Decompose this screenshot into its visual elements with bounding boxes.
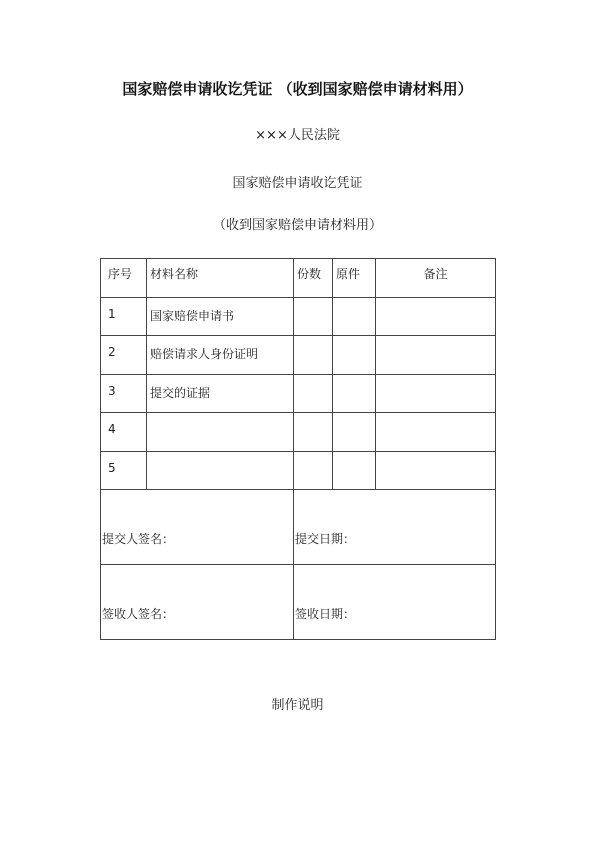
- receiver-signature-field[interactable]: 签收人签名：: [101, 565, 294, 640]
- header-original: 原件: [333, 259, 376, 298]
- row-name: 提交的证据: [147, 374, 294, 413]
- receive-signature-row: [101, 565, 496, 640]
- header-name: 材料名称: [147, 259, 294, 298]
- table-row: [101, 297, 496, 336]
- submit-date-field[interactable]: 提交日期：: [294, 490, 496, 565]
- row-seq: 1: [101, 297, 147, 336]
- document-title: 国家赔偿申请收讫凭证 （收到国家赔偿申请材料用）: [122, 80, 473, 98]
- table-row: [101, 336, 496, 375]
- row-name[interactable]: [147, 451, 294, 490]
- row-remarks[interactable]: [376, 297, 496, 336]
- row-remarks[interactable]: [376, 374, 496, 413]
- row-seq: 4: [101, 413, 147, 452]
- row-name: 国家赔偿申请书: [147, 297, 294, 336]
- form-subtitle: 国家赔偿申请收讫凭证: [232, 176, 363, 191]
- header-remarks: 备注: [376, 259, 496, 298]
- table-row: [101, 374, 496, 413]
- row-remarks[interactable]: [376, 336, 496, 375]
- row-copies[interactable]: [294, 451, 333, 490]
- row-original[interactable]: [333, 374, 376, 413]
- header-copies: 份数: [294, 259, 333, 298]
- row-name: 赔偿请求人身份证明: [147, 336, 294, 375]
- form-note: （收到国家赔偿申请材料用）: [212, 218, 382, 233]
- row-original[interactable]: [333, 413, 376, 452]
- court-name: ×××人民法院: [255, 128, 340, 143]
- table-row: [101, 451, 496, 490]
- header-seq: 序号: [101, 259, 147, 298]
- instructions-heading: 制作说明: [271, 698, 324, 713]
- materials-table: [100, 258, 496, 640]
- row-copies[interactable]: [294, 297, 333, 336]
- row-copies[interactable]: [294, 413, 333, 452]
- row-seq: 2: [101, 336, 147, 375]
- row-seq: 5: [101, 451, 147, 490]
- submit-signature-row: [101, 490, 496, 565]
- table-row: [101, 413, 496, 452]
- table-header-row: [101, 259, 496, 298]
- row-copies[interactable]: [294, 336, 333, 375]
- row-seq: 3: [101, 374, 147, 413]
- row-original[interactable]: [333, 297, 376, 336]
- row-name[interactable]: [147, 413, 294, 452]
- row-original[interactable]: [333, 451, 376, 490]
- row-remarks[interactable]: [376, 451, 496, 490]
- receive-date-field[interactable]: 签收日期：: [294, 565, 496, 640]
- row-remarks[interactable]: [376, 413, 496, 452]
- submitter-signature-field[interactable]: 提交人签名：: [101, 490, 294, 565]
- row-copies[interactable]: [294, 374, 333, 413]
- row-original[interactable]: [333, 336, 376, 375]
